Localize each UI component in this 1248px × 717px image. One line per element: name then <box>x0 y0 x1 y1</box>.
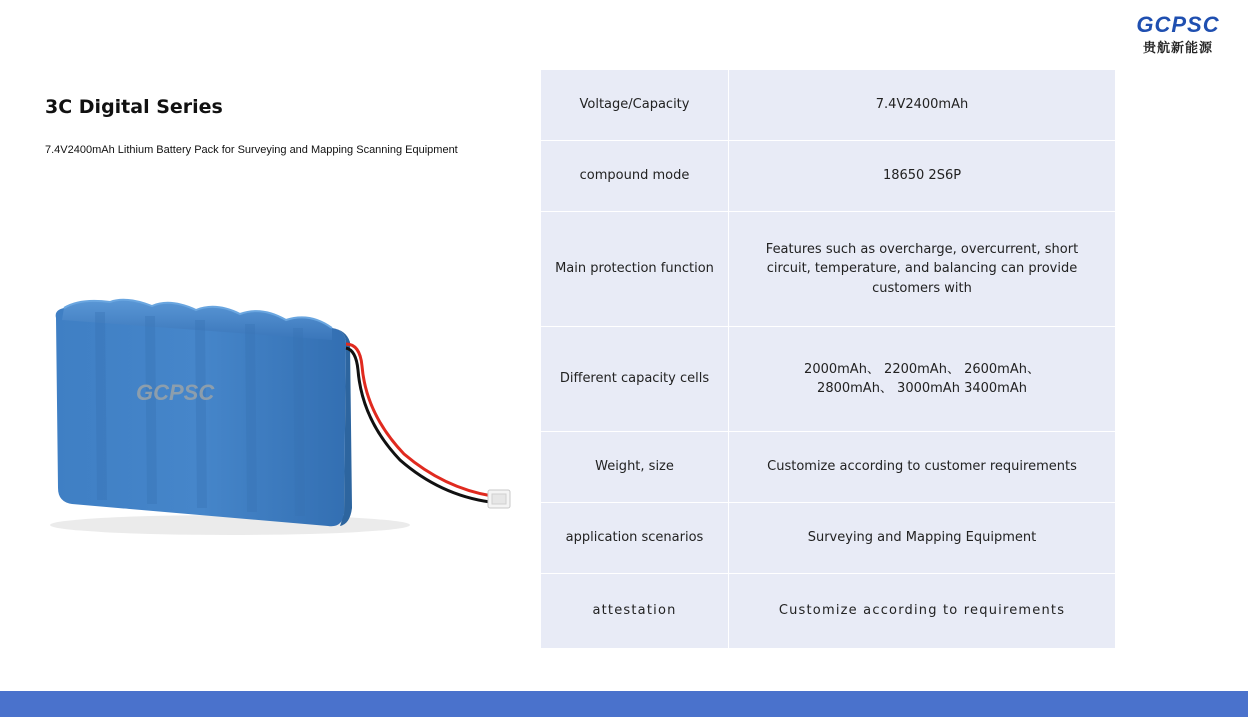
table-row <box>541 503 1116 574</box>
spec-value: 7.4V2400mAh <box>729 70 1116 141</box>
spec-value: 2000mAh、 2200mAh、 2600mAh、 2800mAh、 3000mAh 3400mAh <box>729 327 1116 432</box>
spec-value: Features such as overcharge, overcurrent, short circuit, temperature, and balancing can provide customers with <box>729 212 1116 327</box>
battery-logo-text: GCPSC <box>136 380 215 405</box>
spec-value: Customize according to requirements <box>729 574 1116 649</box>
spec-value: 18650 2S6P <box>729 141 1116 212</box>
spec-value: Customize according to customer requirements <box>729 432 1116 503</box>
logo-chinese-text: 贵航新能源 <box>1142 41 1213 56</box>
page-title: 3C Digital Series <box>45 96 223 118</box>
page-subtitle: 7.4V2400mAh Lithium Battery Pack for Surveying and Mapping Scanning Equipment <box>45 144 458 156</box>
spec-label: Voltage/Capacity <box>541 70 729 141</box>
table-row <box>541 141 1116 212</box>
table-row <box>541 212 1116 327</box>
spec-label: Different capacity cells <box>541 327 729 432</box>
spec-label: application scenarios <box>541 503 729 574</box>
table-row <box>541 432 1116 503</box>
spec-label: attestation <box>541 574 729 649</box>
battery-pack-image <box>40 290 520 540</box>
company-logo <box>1128 12 1228 68</box>
footer-bar <box>0 691 1248 717</box>
spec-label: compound mode <box>541 141 729 212</box>
spec-table <box>540 69 1116 649</box>
spec-label: Main protection function <box>541 212 729 327</box>
spec-value: Surveying and Mapping Equipment <box>729 503 1116 574</box>
table-row <box>541 327 1116 432</box>
table-row <box>541 70 1116 141</box>
logo-brand-text: GCPSC <box>1136 12 1220 37</box>
table-row <box>541 574 1116 649</box>
spec-label: Weight, size <box>541 432 729 503</box>
